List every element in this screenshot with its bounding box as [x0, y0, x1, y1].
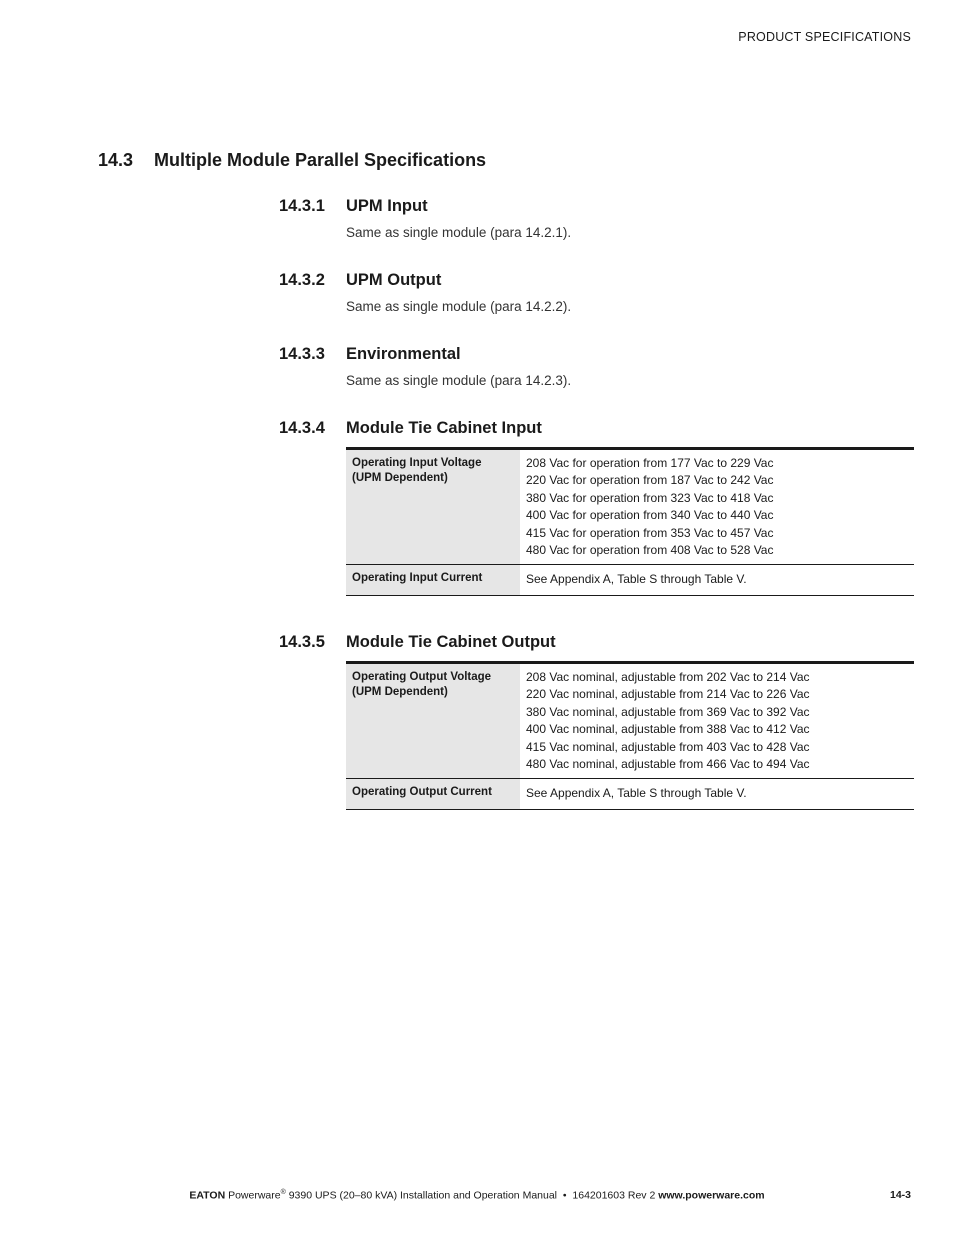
spec-label-line: Operating Output Current	[352, 786, 492, 799]
section-number: 14.3	[98, 150, 134, 170]
input-spec-table	[346, 447, 914, 596]
registered-mark: ®	[280, 1189, 286, 1196]
subsection-number: 14.3.4	[279, 419, 325, 437]
subsection-title: Module Tie Cabinet Output	[346, 633, 556, 651]
subsection-heading-14-3-4	[279, 419, 542, 438]
subsection-number: 14.3.2	[279, 271, 325, 289]
spec-label-line: (UPM Dependent)	[352, 472, 448, 484]
spec-value-line: 380 Vac nominal, adjustable from 369 Vac to 392 Vac	[526, 704, 810, 719]
spec-label	[346, 663, 520, 779]
subsection-text: Same as single module (para 14.2.3).	[346, 373, 572, 388]
spec-label-line: Operating Input Voltage	[352, 457, 482, 469]
spec-label-line: Operating Output Voltage	[352, 671, 492, 683]
footer-manual-title: 9390 UPS (20–80 kVA) Installation and Operation Manual	[288, 1189, 558, 1202]
table-row	[346, 565, 914, 595]
subsection-number: 14.3.3	[279, 345, 325, 363]
spec-label	[346, 779, 520, 809]
subsection-text: Same as single module (para 14.2.2).	[346, 299, 572, 314]
section-heading	[98, 150, 486, 171]
spec-value-line: See Appendix A, Table S through Table V.	[526, 572, 747, 587]
spec-value-line: 208 Vac for operation from 177 Vac to 229 Vac	[526, 456, 774, 470]
spec-value-line: See Appendix A, Table S through Table V.	[526, 786, 747, 801]
spec-value-line: 400 Vac for operation from 340 Vac to 440 Vac	[526, 508, 774, 523]
subsection-heading-14-3-2	[279, 271, 441, 290]
spec-value-line: 415 Vac for operation from 353 Vac to 457 Vac	[526, 525, 774, 540]
footer-website: www.powerware.com	[658, 1189, 765, 1202]
spec-value-line: 415 Vac nominal, adjustable from 403 Vac to 428 Vac	[526, 739, 810, 754]
subsection-heading-14-3-3	[279, 345, 461, 364]
spec-label	[346, 565, 520, 595]
spec-label	[346, 449, 520, 565]
subsection-title: UPM Input	[346, 197, 428, 215]
spec-value-line: 480 Vac nominal, adjustable from 466 Vac to 494 Vac	[526, 757, 810, 772]
spec-value-line: 480 Vac for operation from 408 Vac to 528 Vac	[526, 543, 774, 558]
footer-doc-number: 164201603 Rev 2	[572, 1189, 656, 1202]
subsection-heading-14-3-5	[279, 633, 556, 652]
subsection-title: Environmental	[346, 345, 461, 363]
spec-value	[520, 779, 914, 809]
spec-label-line: Operating Input Current	[352, 572, 483, 585]
spec-value-line: 220 Vac for operation from 187 Vac to 242 Vac	[526, 473, 774, 488]
spec-value	[520, 449, 914, 565]
table-row	[346, 779, 914, 809]
spec-value-line: 208 Vac nominal, adjustable from 202 Vac to 214 Vac	[526, 670, 810, 684]
page-number: 14-3	[889, 1189, 911, 1201]
subsection-title: Module Tie Cabinet Input	[346, 419, 542, 437]
spec-label-line: (UPM Dependent)	[352, 686, 448, 698]
subsection-number: 14.3.5	[279, 633, 325, 651]
spec-value-line: 380 Vac for operation from 323 Vac to 418 Vac	[526, 490, 774, 505]
spec-value-line: 220 Vac nominal, adjustable from 214 Vac to 226 Vac	[526, 687, 810, 702]
table-row	[346, 663, 914, 779]
footer-brand: EATON	[189, 1189, 226, 1202]
spec-value	[520, 663, 914, 779]
spec-value	[520, 565, 914, 595]
footer-manual-info	[0, 1189, 954, 1202]
subsection-number: 14.3.1	[279, 197, 325, 215]
section-title: Multiple Module Parallel Specifications	[154, 150, 487, 170]
subsection-heading-14-3-1	[279, 197, 428, 216]
footer-bullet: •	[562, 1189, 567, 1202]
subsection-text: Same as single module (para 14.2.1).	[346, 225, 572, 240]
spec-value-line: 400 Vac nominal, adjustable from 388 Vac to 412 Vac	[526, 722, 810, 737]
subsection-title: UPM Output	[346, 271, 442, 289]
footer-product: Powerware	[228, 1189, 281, 1202]
running-header: PRODUCT SPECIFICATIONS	[738, 30, 911, 44]
output-spec-table	[346, 661, 914, 810]
table-row	[346, 449, 914, 565]
